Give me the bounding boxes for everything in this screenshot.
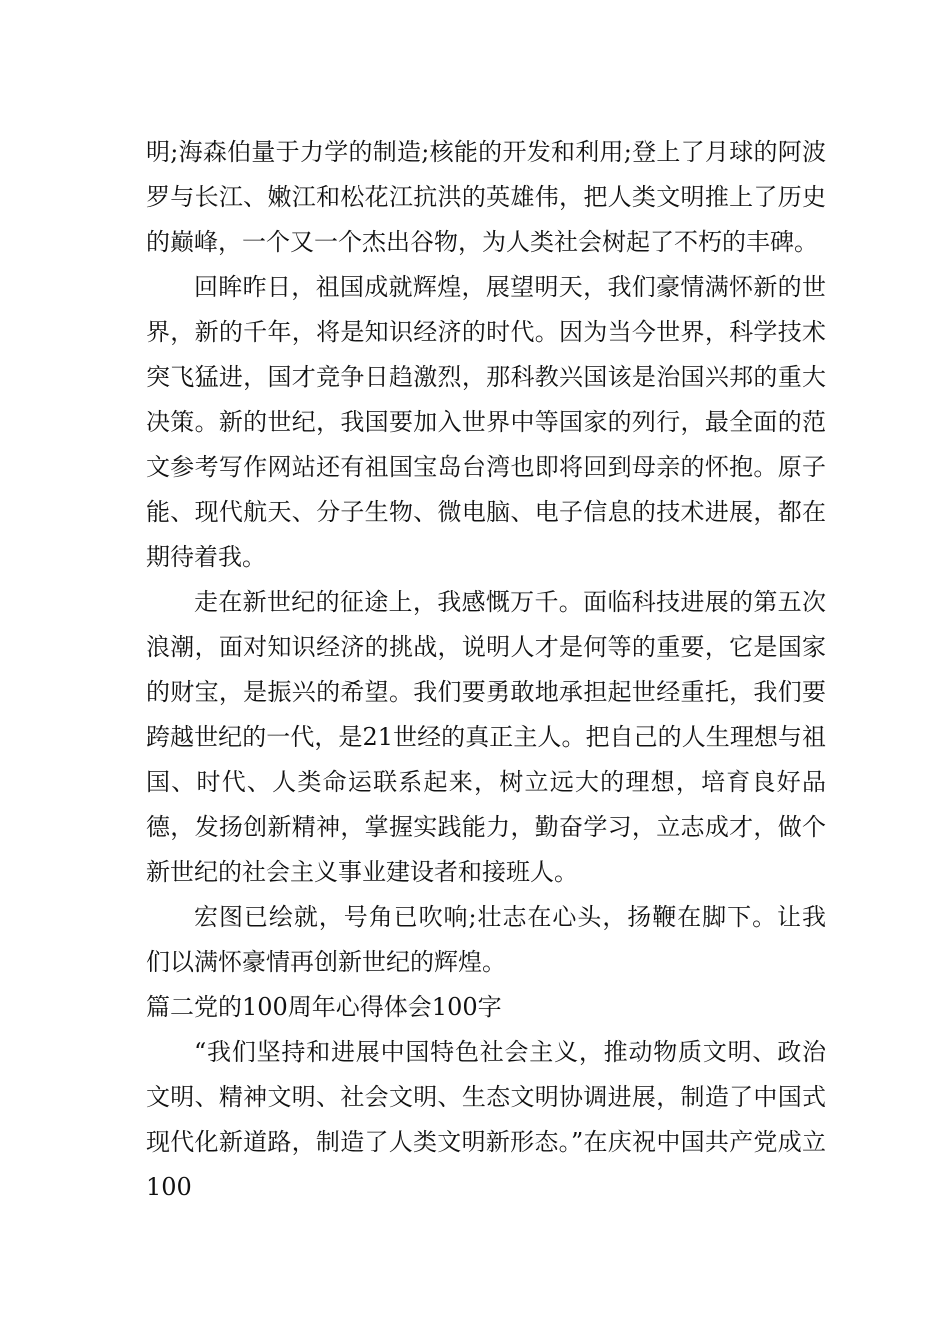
paragraph-1: 明;海森伯量于力学的制造;核能的开发和利用;登上了月球的阿波罗与长江、嫩江和松花江抗洪的英雄伟，把人类文明推上了历史的巅峰，一个又一个杰出谷物，为人类社会树起了不朽的丰碑。 bbox=[146, 138, 826, 256]
paragraph-2: 回眸昨日，祖国成就辉煌，展望明天，我们豪情满怀新的世界，新的千年，将是知识经济的时代。因为当今世界，科学技术突飞猛进，国才竞争日趋激烈，那科教兴国该是治国兴邦的重大决策。新的世纪，我国要加入世界中等国家的列行，最全面的范文参考写作网站还有祖国宝岛台湾也即将回到母亲的怀抱。原子能、现代航天、分子生物、微电脑、电子信息的技术进展，都在期待着我。 bbox=[146, 273, 826, 571]
paragraph-4: 宏图已绘就，号角已吹响;壮志在心头，扬鞭在脚下。让我们以满怀豪情再创新世纪的辉煌。 bbox=[146, 903, 826, 976]
section-heading: 篇二党的100周年心得体会100字 bbox=[146, 993, 502, 1021]
paragraph-5: “我们坚持和进展中国特色社会主义，推动物质文明、政治文明、精神文明、社会文明、生态文明协调进展，制造了中国式现代化新道路，制造了人类文明新形态。”在庆祝中国共产党成立100 bbox=[146, 1038, 826, 1201]
paragraph-3: 走在新世纪的征途上，我感慨万千。面临科技进展的第五次浪潮，面对知识经济的挑战，说明人才是何等的重要，它是国家的财宝，是振兴的希望。我们要勇敢地承担起世经重托，我们要跨越世纪的一代，是21世经的真正主人。把自己的人生理想与祖国、时代、人类命运联系起来，树立远大的理想，培育良好品德，发扬创新精神，掌握实践能力，勤奋学习，立志成才，做个新世纪的社会主义事业建设者和接班人。 bbox=[146, 588, 826, 886]
document-body bbox=[146, 130, 826, 1210]
